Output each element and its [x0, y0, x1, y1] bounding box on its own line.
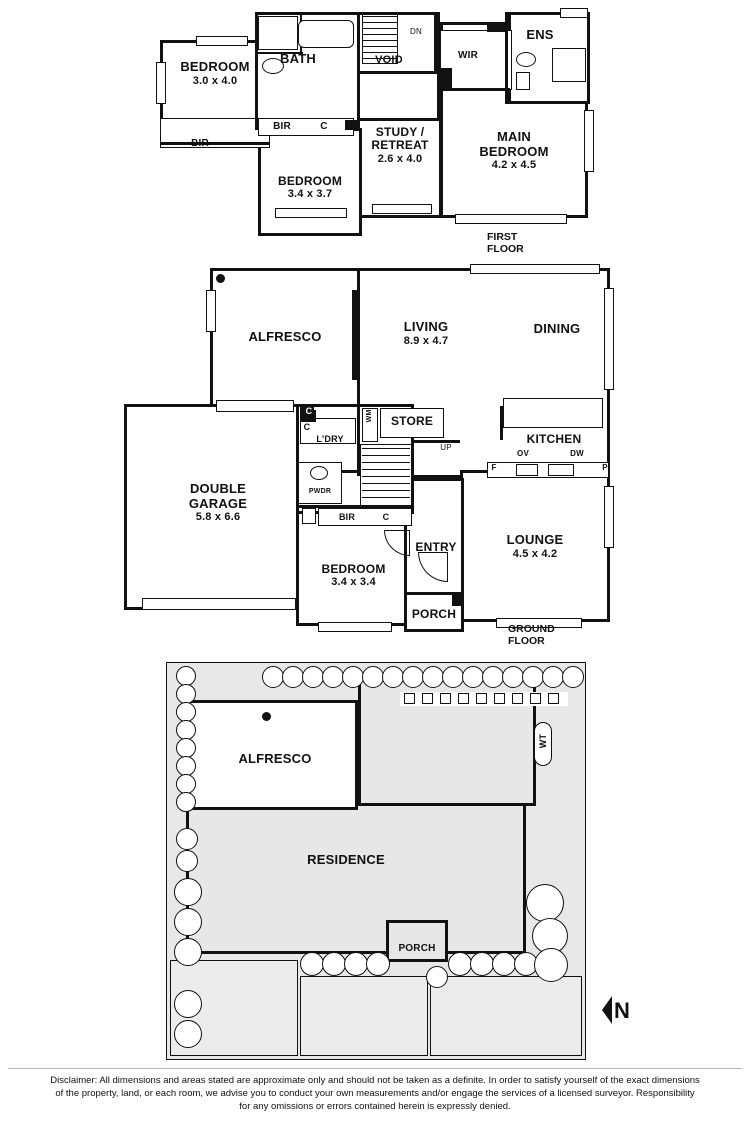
hedge-left-8: [176, 792, 196, 812]
hedge-front-5: [448, 952, 472, 976]
alfresco-post-dot: [216, 274, 225, 283]
gf-bedroom3-label: BEDROOM 3.4 x 3.4: [321, 562, 386, 589]
gf-garage-door: [142, 598, 296, 610]
hedge-rear-7: [382, 666, 404, 688]
ff-study-label: STUDY / RETREAT 2.6 x 4.0: [371, 125, 429, 165]
site-win-5: [476, 693, 487, 704]
site-alfresco-label: ALFRESCO: [238, 751, 312, 766]
hedge-rear-3: [302, 666, 324, 688]
gf-c1-label: C: [303, 422, 311, 432]
ff-wall-seg-3: [437, 12, 440, 118]
north-label: N: [614, 998, 630, 1023]
hedge-front-2: [322, 952, 346, 976]
hedge-front-3: [344, 952, 368, 976]
gf-dining-label: DINING: [533, 321, 581, 336]
ff-bath-label: BATH: [280, 51, 316, 66]
hedge-rear-12: [482, 666, 504, 688]
hedge-rear-14: [522, 666, 544, 688]
hedge-left-6: [176, 756, 196, 776]
site-front-yard-right: [430, 976, 582, 1056]
pwdr-basin-icon: [310, 466, 328, 480]
ground-floor-title: GROUND FLOOR: [508, 623, 555, 647]
hedge-front-4: [366, 952, 390, 976]
hedge-left-9: [176, 828, 198, 850]
ff-ens-label: ENS: [526, 27, 554, 42]
disclaimer-line-3: for any omissions or errors contained herein is expressly denied.: [239, 1101, 511, 1112]
site-win-6: [494, 693, 505, 704]
gf-dw-label: DW: [570, 449, 584, 458]
site-wt-label: WT: [537, 733, 548, 749]
gf-f-label: F: [491, 463, 497, 472]
hedge-left-2: [176, 684, 196, 704]
gf-ldry-label: L'DRY: [316, 434, 344, 444]
gf-entry-label: ENTRY: [415, 540, 457, 554]
hedge-rear-4: [322, 666, 344, 688]
hedge-left-5: [176, 738, 196, 758]
hedge-left-4: [176, 720, 196, 740]
hedge-rear-6: [362, 666, 384, 688]
ff-bir-left-label: BIR: [191, 138, 209, 149]
shrub-left-1: [174, 878, 202, 906]
site-residence-label: RESIDENCE: [307, 852, 385, 867]
site-win-2: [422, 693, 433, 704]
ff-window-ens: [560, 8, 588, 18]
north-arrow-icon: [592, 996, 612, 1024]
hedge-rear-16: [562, 666, 584, 688]
shrub-left-2: [174, 908, 202, 936]
ff-c-top-label: C: [320, 121, 328, 132]
gf-alfresco-label: ALFRESCO: [248, 329, 322, 344]
toilet-icon: [516, 72, 530, 90]
gf-door-block-b: [452, 592, 464, 606]
site-win-7: [512, 693, 523, 704]
ff-dn-label: DN: [410, 27, 422, 36]
ens-basin-icon: [516, 52, 536, 67]
site-win-1: [404, 693, 415, 704]
gf-bir-label: BIR: [338, 512, 356, 522]
site-porch-label: PORCH: [398, 943, 436, 954]
hedge-front-9: [426, 966, 448, 988]
gf-window-living-top: [470, 264, 600, 274]
ff-void-label: VOID: [375, 54, 403, 66]
gf-stair-treads: [362, 448, 410, 502]
hedge-left-10: [176, 850, 198, 872]
hedge-rear-9: [422, 666, 444, 688]
hedge-left-7: [176, 774, 196, 794]
gf-alfresco-post-left: [206, 290, 216, 332]
ens-shower-icon: [552, 48, 586, 82]
ff-door-block-1: [487, 22, 507, 32]
hedge-left-3: [176, 702, 196, 722]
hedge-front-6: [470, 952, 494, 976]
gf-c2-label: C: [305, 406, 313, 416]
first-floor-title: FIRST FLOOR: [487, 231, 524, 255]
ff-door-block-2: [440, 68, 452, 90]
gf-kitchen-label: KITCHEN: [526, 432, 582, 446]
ff-main-bedroom-label: MAIN BEDROOM 4.2 x 4.5: [479, 129, 549, 172]
ff-window-study: [372, 204, 432, 214]
tree-right-1: [526, 884, 564, 922]
ff-bir-top-label: BIR: [273, 121, 291, 132]
bathtub-icon: [298, 20, 354, 48]
hedge-rear-13: [502, 666, 524, 688]
kitchen-island: [503, 398, 603, 428]
gf-wall-seg-10: [414, 440, 460, 443]
ff-window-main-bottom: [455, 214, 567, 224]
shower-icon: [258, 16, 298, 50]
ff-wir-label: WIR: [457, 50, 479, 61]
site-win-4: [458, 693, 469, 704]
hedge-left-1: [176, 666, 196, 686]
hedge-rear-15: [542, 666, 564, 688]
hedge-rear-8: [402, 666, 424, 688]
site-win-9: [548, 693, 559, 704]
gf-window-bedroom3-bottom: [318, 622, 392, 632]
hedge-rear-1: [262, 666, 284, 688]
hedge-front-7: [492, 952, 516, 976]
gf-living-label: LIVING 8.9 x 4.7: [403, 319, 449, 347]
gf-lounge-label: LOUNGE 4.5 x 4.2: [506, 532, 564, 560]
site-front-yard-mid: [300, 976, 428, 1056]
gf-c3-label: C: [382, 512, 390, 522]
gf-garage-label: DOUBLE GARAGE 5.8 x 6.6: [188, 481, 248, 524]
gf-window-dining-right: [604, 288, 614, 390]
site-win-8: [530, 693, 541, 704]
ff-bedroom2-label: BEDROOM 3.4 x 3.7: [277, 174, 343, 201]
site-alfresco-post-dot: [262, 712, 271, 721]
site-porch-shell: [386, 920, 448, 962]
gf-porch-label: PORCH: [411, 607, 457, 621]
hedge-rear-11: [462, 666, 484, 688]
disclaimer-line-2: of the property, land, or each room, we advise you to conduct your own measurements and/or engage the services of a licensed surveyor. Responsibility: [55, 1088, 695, 1099]
tree-right-3: [534, 948, 568, 982]
hedge-rear-10: [442, 666, 464, 688]
ff-wall-seg-2: [357, 12, 360, 122]
gf-wm-label: WM: [366, 409, 374, 423]
ff-window-bedroom2-bottom: [275, 208, 347, 218]
ff-window-bedroom1-top: [196, 36, 248, 46]
shrub-left-3: [174, 938, 202, 966]
disclaimer-line-1: Disclaimer: All dimensions and areas stated are approximate only and should not be taken as a definite. In order to satisfy yourself of the exact dimensions: [50, 1075, 700, 1086]
gf-garage-window-top: [216, 400, 294, 412]
gf-p-label: P: [602, 463, 608, 472]
site-win-3: [440, 693, 451, 704]
gf-pwdr-label: PWDR: [308, 488, 332, 495]
gf-up-label: UP: [440, 443, 452, 452]
disclaimer-divider: [8, 1068, 742, 1069]
hedge-rear-5: [342, 666, 364, 688]
gf-ov-label: OV: [517, 449, 529, 458]
shrub-left-4: [174, 990, 202, 1018]
hedge-rear-2: [282, 666, 304, 688]
ff-bedroom1-label: BEDROOM 3.0 x 4.0: [180, 59, 250, 87]
gf-store-label: STORE: [390, 414, 434, 428]
sink-icon: [548, 464, 574, 476]
hedge-front-1: [300, 952, 324, 976]
cooktop-icon: [516, 464, 538, 476]
shrub-left-5: [174, 1020, 202, 1048]
